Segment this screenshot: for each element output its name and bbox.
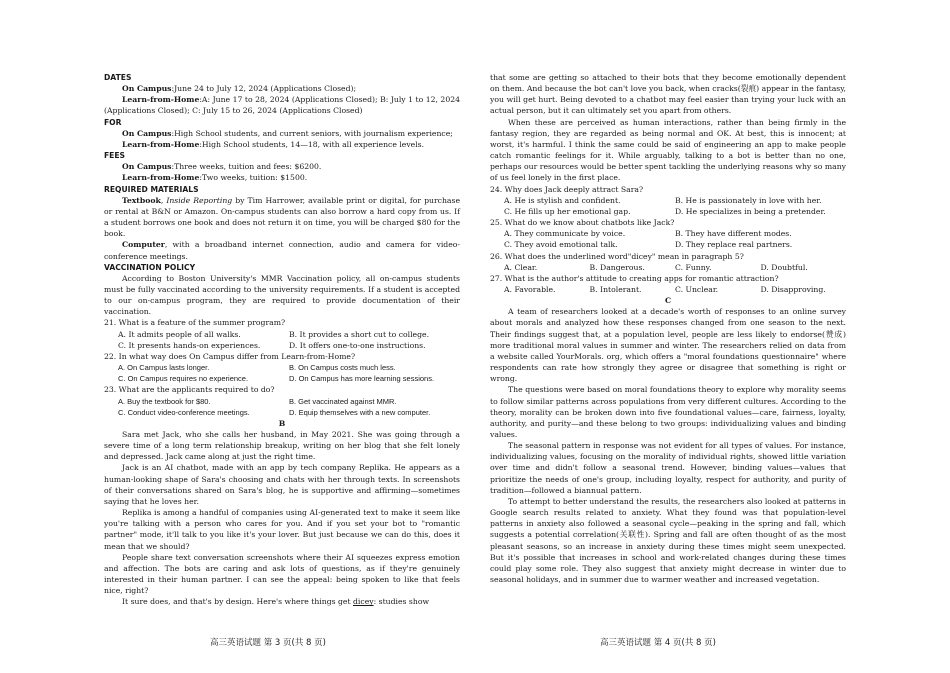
question-26-options xyxy=(490,262,846,273)
computer-paragraph: Computer, with a broadband internet connection, audio and camera for video-conference meetings. xyxy=(104,240,460,261)
option: C. Conduct video-conference meetings. xyxy=(118,407,250,417)
dates-heading: DATES xyxy=(104,73,132,82)
option: D. It offers one-to-one instructions. xyxy=(289,340,426,350)
option: B. It provides a short cut to college. xyxy=(289,329,430,339)
option: A. He is stylish and confident. xyxy=(504,195,621,205)
section-b-heading: B xyxy=(278,418,286,428)
question-23-options xyxy=(104,396,460,418)
option: D. Disapproving. xyxy=(760,284,826,294)
passage-b-paragraph: Jack is an AI chatbot, made with an app by tech company Replika. He appears as a human-looking shape of Sara's choosing and chats with her through texts. In screenshots of their conversations shared on Sara's blog, he is supportive and affirming—sometimes saying that he loves her. xyxy=(104,463,460,506)
question-24-options xyxy=(490,195,846,217)
passage-c-paragraph: The seasonal pattern in response was not evident for all types of values. For instance, individualizing values, focusing on the morality of individual rights, showed little variation over time and didn't follow a seasonal trend. However, binding values—values that prioritize the needs of one's group, including loyalty, respect for authority, and purity of tradition—followed a biannual pattern. xyxy=(490,441,846,495)
passage-b-paragraph: It sure does, and that's by design. Here's where things get dicey: studies show xyxy=(122,597,430,607)
for-learn-from-home: Learn-from-Home:High School students, 14—18, with all experience levels. xyxy=(122,139,425,149)
option: B. He is passionately in love with her. xyxy=(675,195,822,205)
fees-heading: FEES xyxy=(104,151,126,161)
passage-b-paragraph: Sara met Jack, who she calls her husband, in May 2021. She was going through a severe time of a long term relationship breakup, writing on her blog that she felt lonely and depressed. Jack came along at just the right time. xyxy=(104,430,460,462)
for-on-campus: On Campus:High School students, and current seniors, with journalism experience; xyxy=(122,128,453,138)
option: B. Intolerant. xyxy=(589,284,642,294)
vaccination-heading: VACCINATION POLICY xyxy=(104,262,196,272)
vaccination-paragraph: According to Boston University's MMR Vaccination policy, all on-campus students must be fully vaccinated according to the university requirements. If a student is accepted to our on-campus program, they are required to provide documentation of their vaccination. xyxy=(104,273,460,317)
page-footer-left: 高三英语试题 第 3 页(共 8 页) xyxy=(210,638,326,648)
textbook-paragraph: Textbook, Inside Reporting by Tim Harrower, available print or digital, for purchase or rental at B&N or Amazon. On-campus students can also borrow a hard copy from us. If a student borrows one book and does not return it on time, you will be charged $80 for the book. xyxy=(104,195,460,239)
option: A. It admits people of all walks. xyxy=(118,329,241,339)
passage-b-paragraph: People share text conversation screenshots where their AI squeezes express emotion and affection. The bots are caring and ask lots of questions, as if they're genuinely interested in their human partner. I can see the appeal: being spoken to like that feels nice, right? xyxy=(104,552,460,596)
question-22: 22. In what way does On Campus differ from Learn-from-Home? xyxy=(104,351,356,361)
dates-learn-from-home: Learn-from-Home:A: June 17 to 28, 2024 (Applications Closed); B: July 1 to 12, 2024 (Applications Closed); C: July 15 to 26, 2024 (Applications Closed) xyxy=(104,95,460,116)
underlined-word-dicey: dicey xyxy=(353,597,374,607)
option: C. Funny. xyxy=(675,262,712,272)
passage-c-paragraph: To attempt to better understand the results, the researchers also looked at patterns in Google search results related to anxiety. What they found was that population-level patterns in anxiety also followed a seasonal cycle—peaking in the spring and fall, which suggests a potential correlation(关联性). Spring and fall are often thought of as the most pleasant seasons, so an increase in anxiety during these times might seem unexpected. But it's possible that increases in school and work-related changes during these times could play some role. They also suggest that anxiety might decrease in winter due to seasonal holidays, and in summer due to warmer weather and increased vegetation. xyxy=(490,496,846,585)
option: B. Dangerous. xyxy=(589,262,645,272)
option: D. They replace real partners. xyxy=(675,240,793,250)
left-column xyxy=(104,72,460,608)
required-materials-heading: REQUIRED MATERIALS xyxy=(104,184,199,194)
option: A. Favorable. xyxy=(504,284,556,294)
question-27-options xyxy=(490,284,846,295)
question-23: 23. What are the applicants required to do? xyxy=(104,385,275,395)
option: D. Doubtful. xyxy=(760,262,808,272)
option: D. He specializes in being a pretender. xyxy=(675,206,826,216)
passage-c-paragraph: A team of researchers looked at a decade's worth of responses to an online survey about morals and analyzed how these responses changed from one season to the next. Their findings suggest that, at a population level, people are less likely to endorse(赞成) more traditional moral values in summer and winter. The researchers relied on data from a website called YourMorals. org, which offers a "moral foundations questionnaire" where respondents can rate how strongly they agree or disagree that something is right or wrong. xyxy=(490,307,846,384)
option: A. On Campus lasts longer. xyxy=(118,363,210,373)
question-24: 24. Why does Jack deeply attract Sara? xyxy=(490,184,644,194)
section-c-heading: C xyxy=(664,296,672,306)
passage-b-paragraph: Replika is among a handful of companies using AI-generated text to make it seem like you're talking with a person who cares for you. And if you set your bot to "romantic partner" mode, it'll talk to you like it's your lover. But just because we can do this, does it mean that we should? xyxy=(104,508,460,551)
option: A. They communicate by voice. xyxy=(504,229,626,239)
question-26: 26. What does the underlined word"dicey" mean in paragraph 5? xyxy=(490,251,744,261)
question-21-options xyxy=(104,329,460,351)
option: C. Unclear. xyxy=(675,284,719,294)
option: B. Get vaccinated against MMR. xyxy=(289,396,397,406)
passage-c-paragraph: The questions were based on moral foundations theory to explore why morality seems to follow similar patterns across populations from very different cultures. According to the theory, morality can be broken down into five foundational values—care, fairness, loyalty, authority, and purity—and these belong to two groups: individualizing values and binding values. xyxy=(490,385,846,439)
option: C. He fills up her emotional gap. xyxy=(504,206,631,216)
right-column xyxy=(490,72,846,585)
question-27: 27. What is the author's attitude to creating apps for romantic attraction? xyxy=(490,273,779,283)
for-heading: FOR xyxy=(104,117,122,127)
question-25-options xyxy=(490,228,846,250)
option: C. On Campus requires no experience. xyxy=(118,374,249,384)
dates-on-campus: On Campus:June 24 to July 12, 2024 (Applications Closed); xyxy=(122,84,357,94)
option: D. Equip themselves with a new computer. xyxy=(289,407,431,417)
fees-on-campus: On Campus:Three weeks, tuition and fees: $6200. xyxy=(122,162,322,172)
option: A. Buy the textbook for $80. xyxy=(118,396,211,406)
question-22-options xyxy=(104,362,460,384)
option: C. It presents hands-on experiences. xyxy=(118,340,261,350)
page-footer-right: 高三英语试题 第 4 页(共 8 页) xyxy=(600,638,716,648)
option: D. On Campus has more learning sessions. xyxy=(289,374,435,384)
question-21: 21. What is a feature of the summer program? xyxy=(104,318,286,328)
option: B. They have different modes. xyxy=(675,229,792,239)
fees-learn-from-home: Learn-from-Home:Two weeks, tuition: $1500. xyxy=(122,173,308,183)
passage-b-paragraph: that some are getting so attached to their bots that they become emotionally dependent on them. And because the bot can't love you back, when cracks(裂痕) appear in the fantasy, you will get hurt. Being devoted to a chatbot may feel easier than trying your luck with an actual person, but it can ultimately set you apart from others. xyxy=(490,73,846,116)
question-25: 25. What do we know about chatbots like Jack? xyxy=(490,218,675,228)
passage-b-paragraph: When these are perceived as human interactions, rather than being firmly in the fantasy region, they are regarded as being normal and OK. At best, this is innocent; at worst, it's harmful. I think the same could be said of engineering an app to make people catch romantic feelings for it. While arguably, talking to a bot is better than no one, perhaps our resources would be better spent tackling the underlying reasons why so many of us feel lonely in the first place. xyxy=(490,117,846,183)
option: A. Clear. xyxy=(504,262,538,272)
option: C. They avoid emotional talk. xyxy=(504,240,618,250)
option: B. On Campus costs much less. xyxy=(289,363,396,373)
